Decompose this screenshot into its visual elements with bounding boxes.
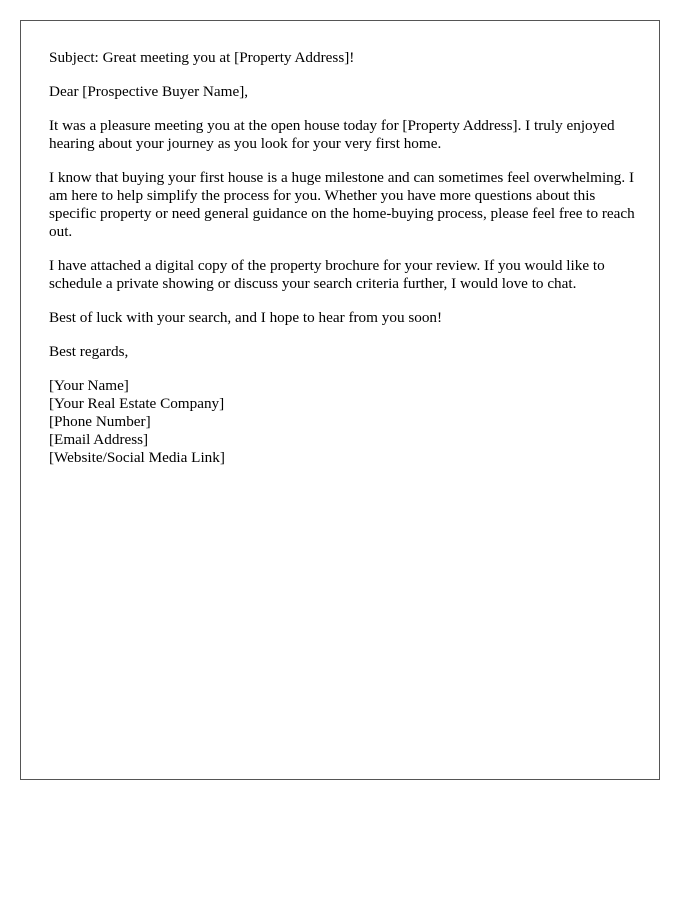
letter-greeting: Dear [Prospective Buyer Name], <box>49 83 249 100</box>
letter-paragraph-3: I have attached a digital copy of the property brochure for your review. If you would like to schedule a private showing or discuss your search criteria further, I would love to chat. <box>49 257 605 292</box>
letter-closing: Best regards, <box>49 343 129 360</box>
letter-body <box>49 49 637 467</box>
signature-email: [Email Address] <box>49 431 149 448</box>
letter-paragraph-4: Best of luck with your search, and I hope to hear from you soon! <box>49 309 443 326</box>
signature-phone: [Phone Number] <box>49 413 151 430</box>
signature-block <box>49 377 637 467</box>
signature-name: [Your Name] <box>49 377 129 394</box>
signature-website: [Website/Social Media Link] <box>49 449 225 466</box>
letter-page <box>20 20 660 780</box>
letter-paragraph-2: I know that buying your first house is a huge milestone and can sometimes feel overwhelming. I am here to help simplify the process for you. Whether you have more questions about this specific property or need general guidance on the home-buying process, please feel free to reach out. <box>49 169 635 240</box>
signature-company: [Your Real Estate Company] <box>49 395 225 412</box>
letter-subject: Subject: Great meeting you at [Property Address]! <box>49 49 355 66</box>
letter-paragraph-1: It was a pleasure meeting you at the open house today for [Property Address]. I truly enjoyed hearing about your journey as you look for your very first home. <box>49 117 615 152</box>
